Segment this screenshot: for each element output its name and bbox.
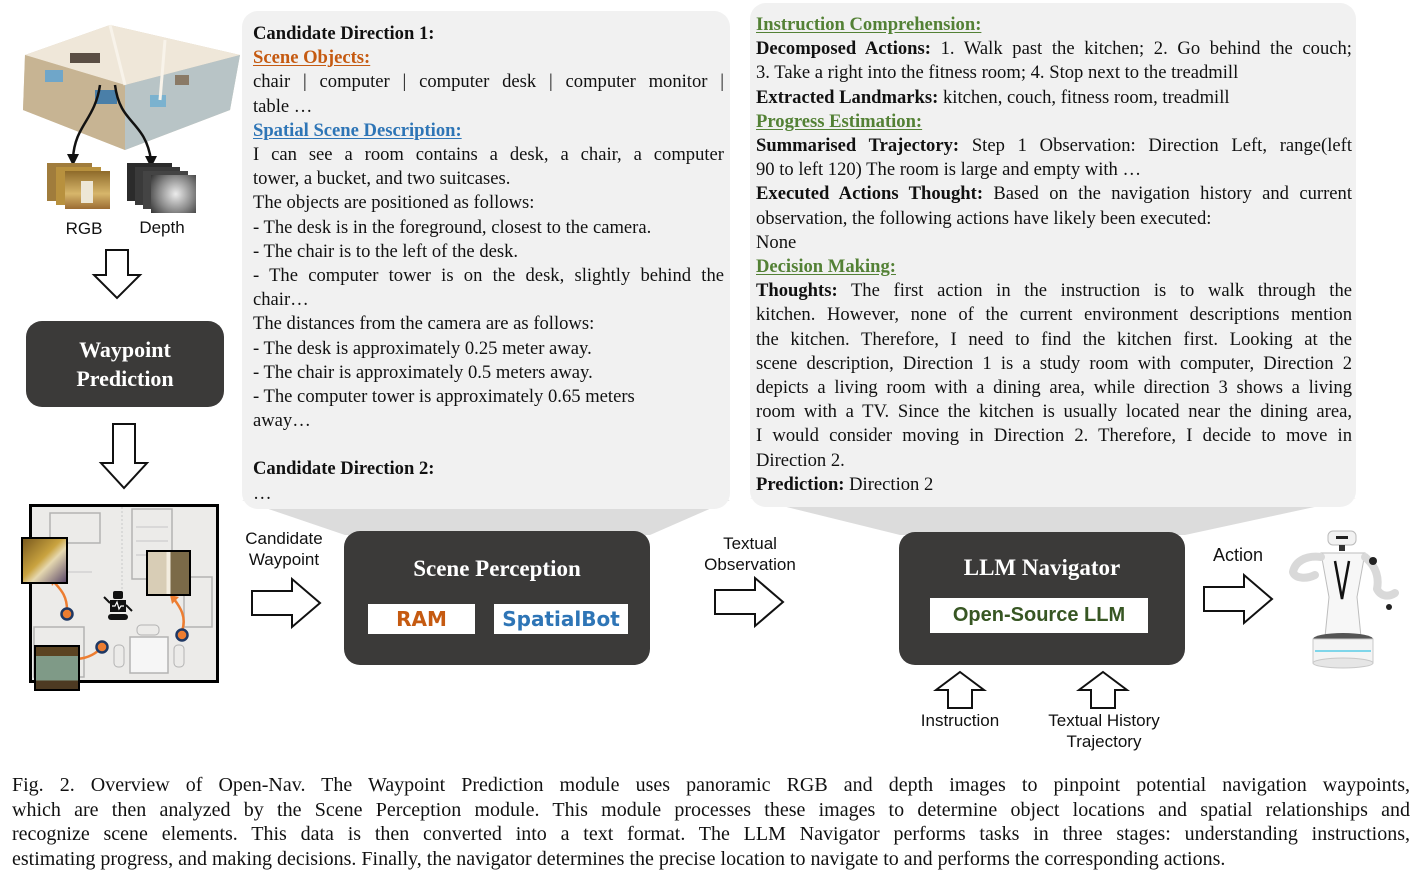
candidate-direction-1-heading: Candidate Direction 1: bbox=[253, 23, 435, 44]
spatial-description-heading: Spatial Scene Description: bbox=[253, 119, 462, 141]
instruction-comprehension-heading: Instruction Comprehension: bbox=[756, 14, 982, 35]
executed-value: Based on the navigation history and current bbox=[983, 183, 1352, 205]
spatial-line: away… bbox=[253, 410, 311, 432]
scene-description-callout bbox=[242, 11, 730, 509]
llm-navigator-title: LLM Navigator bbox=[963, 555, 1121, 580]
thoughts-line: depicts a living room with a dining area, while direction 3 shows a living bbox=[756, 377, 1352, 399]
waypoint-prediction-module bbox=[26, 321, 224, 407]
textual-observation-line2: Observation bbox=[704, 555, 796, 574]
rgb-label: RGB bbox=[65, 219, 103, 238]
caption-line: estimating progress, and making decisions. Finally, the navigator determines the precise location to navigate to and performs the corresponding actions. bbox=[12, 847, 1226, 870]
down-arrow-icon bbox=[90, 248, 145, 303]
landmarks-label: Extracted Landmarks: bbox=[756, 86, 939, 108]
decomposed-actions-line: 3. Take a right into the fitness room; 4. Stop next to the treadmill bbox=[756, 62, 1239, 84]
spatial-line: The distances from the camera are as follows: bbox=[253, 313, 595, 335]
executed-line bbox=[756, 182, 1352, 206]
spatial-line: tower, a bucket, and two suitcases. bbox=[253, 168, 511, 190]
caption-line: which are then analyzed by the Scene Perception module. This module processes these images to determine object locations and spatial relationships and bbox=[12, 798, 1410, 821]
scene-objects-heading: Scene Objects: bbox=[253, 47, 371, 69]
caption-line: Fig. 2. Overview of Open-Nav. The Waypoint Prediction module uses panoramic RGB and depth images to pinpoint potential navigation waypoints, bbox=[12, 774, 1410, 796]
textual-observation-line1: Textual bbox=[723, 534, 777, 553]
right-arrow-icon bbox=[713, 575, 788, 630]
scene-perception-module bbox=[344, 531, 650, 665]
executed-line: observation, the following actions have likely been executed: bbox=[756, 207, 1212, 229]
scene-objects-line: chair | computer | computer desk | computer monitor | bbox=[253, 71, 724, 93]
trajectory-line: 90 to left 120) The room is large and empty with … bbox=[756, 159, 1142, 181]
textual-history-line1: Textual History bbox=[1048, 711, 1160, 730]
decomposed-actions-label: Decomposed Actions: bbox=[756, 38, 931, 60]
candidate-waypoint-label bbox=[232, 528, 336, 570]
scene-objects-line: table … bbox=[253, 95, 313, 117]
waypoint-marker bbox=[177, 630, 188, 641]
landmarks-line bbox=[756, 86, 1352, 110]
llm-navigator-module bbox=[899, 532, 1185, 665]
waypoint-prediction-title-line2: Prediction bbox=[76, 366, 174, 391]
decomposed-actions-value: 1. Walk past the kitchen; 2. Go behind the couch; bbox=[930, 38, 1352, 60]
spatial-line: I can see a room contains a desk, a chair, a computer bbox=[253, 144, 724, 166]
waypoint-view-thumbnail bbox=[34, 645, 80, 691]
thoughts-line: room with a TV. Since the kitchen is usually located near the dining area, bbox=[756, 401, 1352, 423]
prediction-line bbox=[756, 473, 1352, 497]
humanoid-robot-image bbox=[1285, 527, 1405, 672]
candidate-waypoint-line2: Waypoint bbox=[248, 550, 320, 569]
right-arrow-icon bbox=[1202, 572, 1277, 627]
down-arrow-icon bbox=[97, 422, 152, 492]
candidate-waypoint-line1: Candidate bbox=[245, 529, 323, 548]
executed-label: Executed Actions Thought: bbox=[756, 183, 984, 205]
spatial-line: - The chair is to the left of the desk. bbox=[253, 240, 519, 262]
waypoint-view-thumbnail bbox=[146, 550, 191, 596]
depth-label: Depth bbox=[139, 218, 185, 237]
up-arrow-icon bbox=[930, 670, 990, 710]
split-arrows bbox=[55, 80, 165, 170]
thoughts-line: the kitchen. Therefore, I need to find the kitchen first. Looking at the bbox=[756, 328, 1352, 350]
spatial-line: - The computer tower is approximately 0.65 meters bbox=[253, 386, 635, 408]
decision-making-heading: Decision Making: bbox=[756, 256, 896, 278]
executed-line: None bbox=[756, 231, 797, 253]
prediction-label: Prediction: bbox=[756, 473, 845, 495]
caption-line: recognize scene elements. This data is then converted into a text format. The LLM Navigator performs tasks in three stages: understanding instructions, bbox=[12, 823, 1410, 846]
thoughts-label: Thoughts: bbox=[756, 280, 838, 302]
trajectory-line bbox=[756, 134, 1352, 158]
spatial-line: - The desk is in the foreground, closest to the camera. bbox=[253, 216, 652, 238]
thoughts-line: scene description, Direction 1 is a study room with computer, Direction 2 bbox=[756, 352, 1352, 374]
scene-perception-title: Scene Perception bbox=[413, 556, 581, 581]
thoughts-line: Direction 2. bbox=[756, 449, 845, 471]
right-arrow-icon bbox=[250, 576, 325, 631]
spatial-line: chair… bbox=[253, 289, 309, 311]
thoughts-line: I would consider moving in Direction 2. Therefore, I decide to move in bbox=[756, 425, 1352, 447]
spatialbot-chip: SpatialBot bbox=[494, 604, 628, 634]
up-arrow-icon bbox=[1073, 670, 1133, 710]
thoughts-value: The first action in the instruction is to walk through the bbox=[837, 280, 1352, 302]
left-pipeline bbox=[0, 0, 240, 700]
trajectory-value: Step 1 Observation: Direction Left, range(left bbox=[959, 135, 1352, 157]
ram-chip: RAM bbox=[368, 604, 475, 634]
instruction-label: Instruction bbox=[920, 711, 1000, 730]
thoughts-line bbox=[756, 279, 1352, 303]
navigator-reasoning-callout bbox=[750, 3, 1356, 507]
spatial-line: - The computer tower is on the desk, slightly behind the bbox=[253, 265, 724, 287]
figure-caption bbox=[12, 773, 1410, 871]
action-label: Action bbox=[1212, 545, 1264, 565]
textual-observation-label bbox=[694, 533, 806, 575]
textual-history-label bbox=[1038, 710, 1170, 752]
waypoint-marker bbox=[97, 642, 108, 653]
waypoint-prediction-title-line1: Waypoint bbox=[79, 337, 171, 362]
candidate-direction-2-heading: Candidate Direction 2: bbox=[253, 458, 435, 480]
progress-estimation-heading: Progress Estimation: bbox=[756, 110, 923, 132]
waypoint-view-thumbnail bbox=[21, 537, 68, 584]
spatial-line: - The chair is approximately 0.5 meters away. bbox=[253, 361, 593, 383]
spatial-line: - The desk is approximately 0.25 meter away. bbox=[253, 337, 592, 359]
textual-history-line2: Trajectory bbox=[1066, 732, 1142, 751]
trajectory-label: Summarised Trajectory: bbox=[756, 135, 960, 157]
thoughts-line: kitchen. However, none of the current environment descriptions mention bbox=[756, 304, 1352, 326]
depth-image-stack bbox=[127, 163, 197, 213]
candidate-direction-2-body: … bbox=[253, 482, 272, 504]
rgb-image-stack bbox=[47, 163, 117, 213]
landmarks-value: kitchen, couch, fitness room, treadmill bbox=[938, 86, 1230, 108]
decomposed-actions-line bbox=[756, 37, 1352, 61]
prediction-value: Direction 2 bbox=[844, 473, 934, 495]
spatial-line: The objects are positioned as follows: bbox=[253, 192, 535, 214]
open-source-llm-chip: Open-Source LLM bbox=[930, 598, 1148, 633]
floorplan-map bbox=[29, 504, 219, 683]
waypoint-marker bbox=[62, 609, 73, 620]
